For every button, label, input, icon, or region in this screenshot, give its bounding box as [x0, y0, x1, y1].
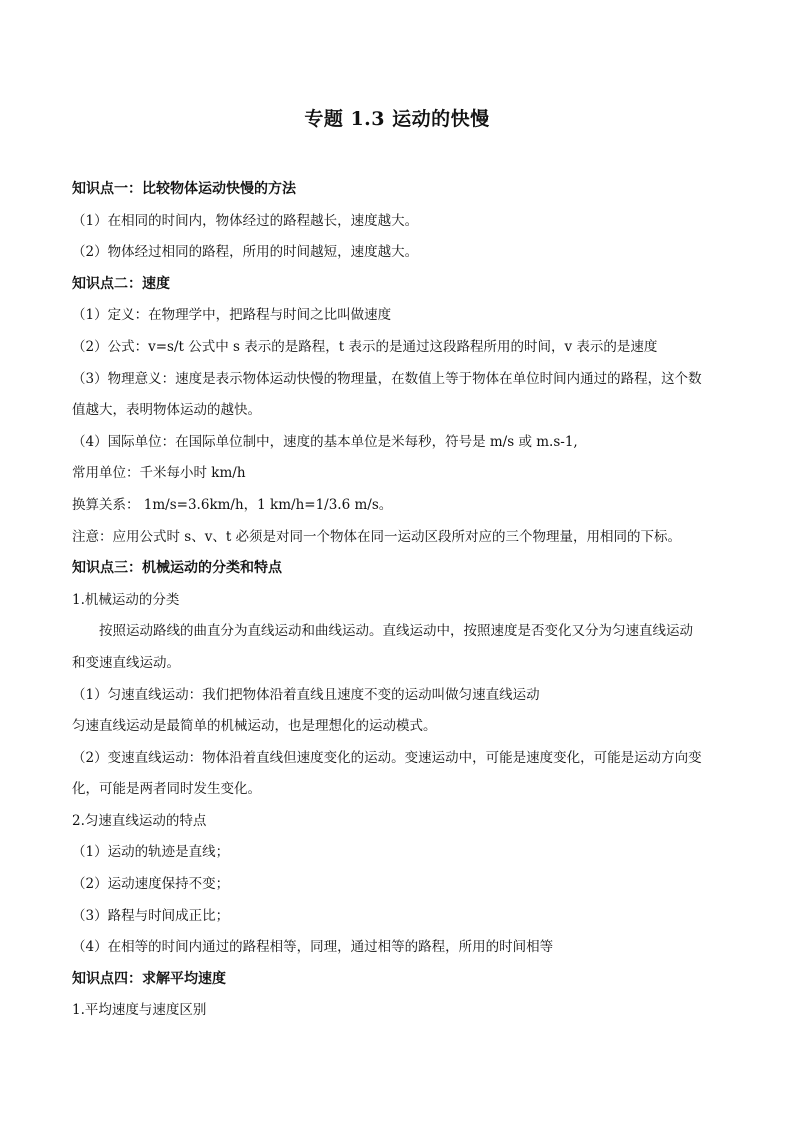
paragraph-line: 按照运动路线的曲直分为直线运动和曲线运动。直线运动中，按照速度是否变化又分为匀速直线运动: [99, 623, 693, 640]
paragraph-line: （1）运动的轨迹是直线；: [72, 844, 230, 861]
paragraph-line: （3）路程与时间成正比；: [72, 907, 230, 924]
section-heading: 知识点一：比较物体运动快慢的方法: [72, 181, 296, 197]
paragraph-line: （3）物理意义：速度是表示物体运动快慢的物理量，在数值上等于物体在单位时间内通过的路程，这个数: [72, 370, 702, 387]
subheading-line: 1.平均速度与速度区别: [72, 1002, 207, 1019]
paragraph-line: 换算关系： 1m/s=3.6km/h，1 km/h=1/3.6 m/s。: [72, 496, 393, 513]
paragraph-line: 值越大，表明物体运动的越快。: [72, 402, 261, 419]
section-heading: 知识点二：速度: [72, 275, 170, 292]
paragraph-line: （4）国际单位：在国际单位制中，速度的基本单位是米每秒，符号是 m/s 或 m.s-1,: [72, 433, 578, 450]
subheading-line: 1.机械运动的分类: [72, 591, 180, 608]
paragraph-line: 常用单位：千米每小时 km/h: [72, 465, 246, 482]
paragraph-line: 注意：应用公式时 s、v、t 必须是对同一个物体在同一运动区段所对应的三个物理量，用相同的下标。: [72, 528, 682, 545]
paragraph-line: （1）匀速直线运动：我们把物体沿着直线且速度不变的运动叫做匀速直线运动: [72, 686, 540, 703]
paragraph-line: （2）公式：v=s/t 公式中 s 表示的是路程，t 表示的是通过这段路程所用的时间，v 表示的是速度: [72, 338, 658, 355]
document-body: [72, 174, 728, 1027]
paragraph-line: （2）变速直线运动：物体沿着直线但速度变化的运动。变速运动中，可能是速度变化，可能是运动方向变: [72, 749, 702, 766]
paragraph-line: 和变速直线运动。: [72, 654, 180, 671]
paragraph-line: 化，可能是两者同时发生变化。: [72, 781, 261, 798]
paragraph-line: （1）定义：在物理学中，把路程与时间之比叫做速度: [72, 307, 392, 324]
paragraph-line: （4）在相等的时间内通过的路程相等，同理，通过相等的路程，所用的时间相等: [72, 939, 554, 956]
subheading-line: 2.匀速直线运动的特点: [72, 812, 207, 829]
paragraph-line: 匀速直线运动是最简单的机械运动，也是理想化的运动模式。: [72, 718, 437, 735]
page-title: 专题 1.3 运动的快慢: [304, 108, 490, 130]
paragraph-line: （1）在相同的时间内，物体经过的路程越长，速度越大。: [72, 212, 419, 229]
section-heading: 知识点四：求解平均速度: [72, 970, 226, 987]
paragraph-line: （2）运动速度保持不变；: [72, 876, 230, 893]
paragraph-line: （2）物体经过相同的路程，所用的时间越短，速度越大。: [72, 244, 419, 261]
section-heading: 知识点三：机械运动的分类和特点: [72, 560, 282, 577]
